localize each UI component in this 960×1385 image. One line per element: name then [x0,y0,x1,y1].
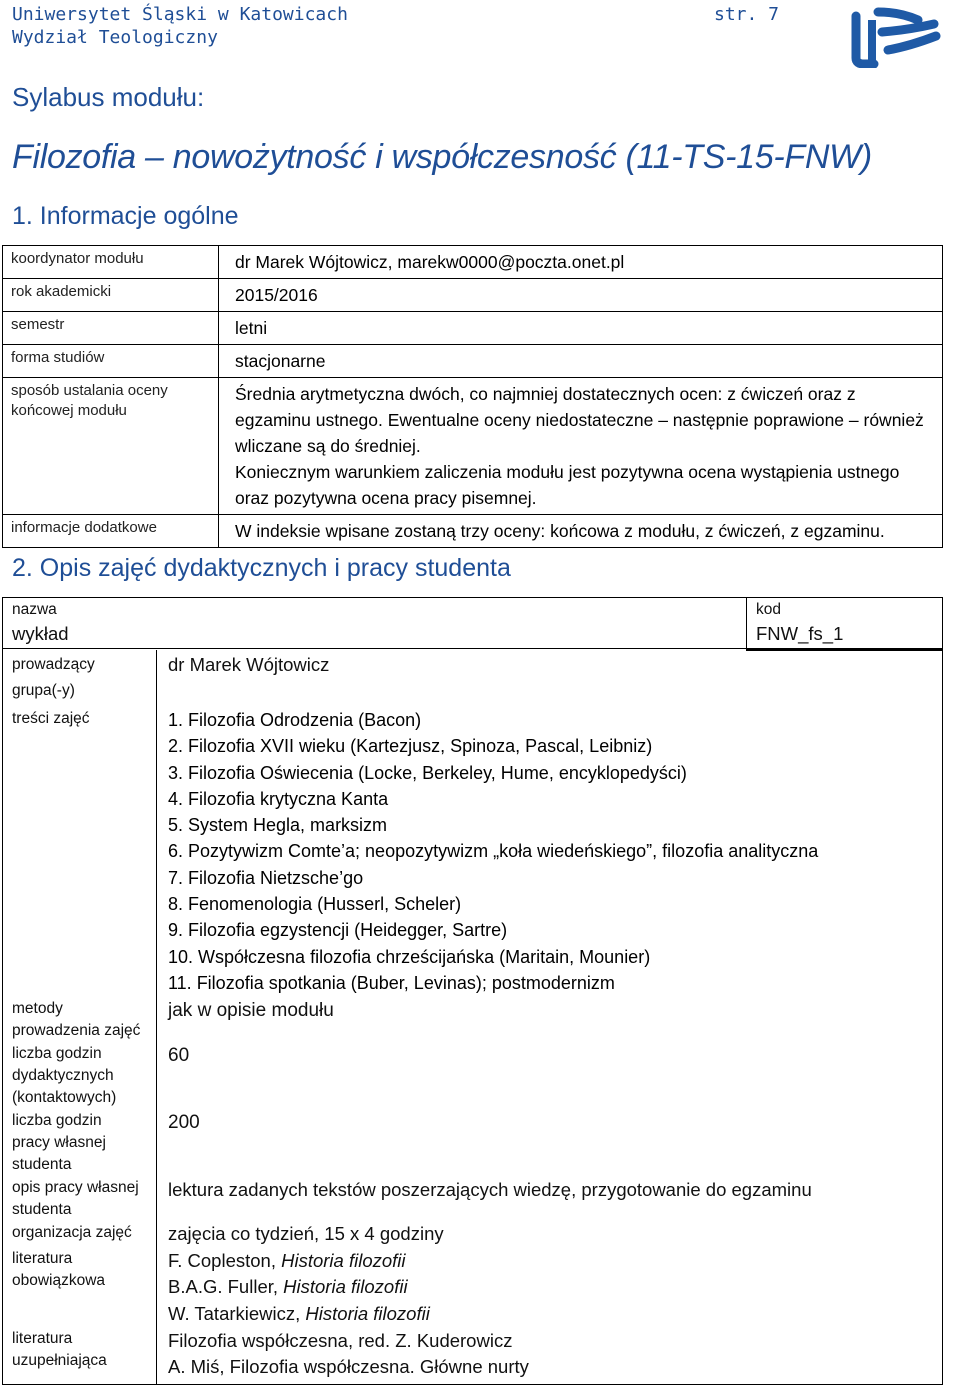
supplementary-literature-label: literatura uzupełniająca [12,1330,107,1369]
list-item: 2. Filozofia XVII wieku (Kartezjusz, Spinoza, Pascal, Leibniz) [168,736,653,757]
methods-value: jak w opisie modułu [168,1000,334,1021]
list-item: B.A.G. Fuller, Historia filozofii [168,1276,408,1298]
coordinator-value: dr Marek Wójtowicz, marekw0000@poczta.onet.pl [219,246,943,279]
section-general-heading: 1. Informacje ogólne [12,202,239,230]
instructor-value: dr Marek Wójtowicz [168,654,330,675]
page-number: str. 7 [714,4,780,25]
table-row [3,345,943,378]
required-literature-list [168,1248,430,1327]
required-literature-label: literatura obowiązkowa [12,1250,106,1289]
university-logo-icon [848,6,944,68]
semester-value: letni [219,312,943,345]
list-item: Filozofia współczesna, red. Z. Kuderowicz [168,1330,513,1351]
list-item: 9. Filozofia egzystencji (Heidegger, Sartre) [168,920,508,941]
row-label: informacje dodatkowe [3,515,219,548]
organization-label: organizacja zajęć [12,1224,132,1241]
row-label: semestr [3,312,219,345]
organization-value: zajęcia co tydzień, 15 x 4 godziny [168,1223,444,1244]
divider [746,648,942,651]
instructor-label: prowadzący [12,656,95,673]
group-label: grupa(-y) [12,682,75,699]
table-row [3,279,943,312]
divider [156,650,157,1384]
list-item: 3. Filozofia Oświecenia (Locke, Berkeley, Hume, encyklopedyści) [168,762,687,783]
content-label: treści zajęć [12,710,90,727]
row-label: rok akademicki [3,279,219,312]
list-item: F. Copleston, Historia filozofii [168,1250,406,1271]
supplementary-literature-list [168,1328,529,1381]
section-classes-heading: 2. Opis zajęć dydaktycznych i pracy studenta [12,554,511,582]
row-label: forma studiów [3,345,219,378]
name-label: nazwa [12,601,57,618]
class-code: FNW_fs_1 [756,623,844,644]
self-study-hours-value: 200 [168,1112,200,1133]
list-item: W. Tatarkiewicz, Historia filozofii [168,1302,430,1324]
table-row [3,246,943,279]
table-row [3,378,943,515]
contact-hours-label: liczba godzin dydaktycznych (kontaktowych) [12,1045,117,1106]
divider [2,648,746,649]
list-item: 5. System Hegla, marksizm [168,815,388,836]
additional-info-value: W indeksie wpisane zostaną trzy oceny: końcowa z modułu, z ćwiczeń, z egzaminu. [219,515,943,548]
list-item: 10. Współczesna filozofia chrześcijańska (Maritain, Mounier) [168,946,651,967]
grading-value: Średnia arytmetyczna dwóch, co najmniej dostatecznych ocen: z ćwiczeń oraz z egzaminu ustnego. Ewentualne oceny niedostateczne – następnie poprawione – również wliczane są do średniej. Koniecznym warunkiem zaliczenia modułu jest pozytywna ocena wystąpienia ustnego oraz pozytywna ocena pracy pisemnej. [219,378,943,515]
list-item: 7. Filozofia Nietzsche’go [168,867,364,888]
content-list [168,707,818,996]
list-item: 11. Filozofia spotkania (Buber, Levinas); postmodernizm [168,972,615,993]
list-item: A. Miś, Filozofia współczesna. Główne nurty [168,1356,529,1378]
self-study-hours-label: liczba godzin pracy własnej studenta [12,1112,106,1173]
list-item: 8. Fenomenologia (Husserl, Scheler) [168,894,462,915]
row-label: koordynator modułu [3,246,219,279]
list-item: 4. Filozofia krytyczna Kanta [168,788,389,809]
self-study-desc-label: opis pracy własnej studenta [12,1179,139,1218]
code-label: kod [756,601,781,618]
class-name: wykład [12,623,69,644]
contact-hours-value: 60 [168,1045,190,1066]
table-row [3,515,943,548]
row-label: sposób ustalania oceny końcowej modułu [3,378,219,515]
list-item: 1. Filozofia Odrodzenia (Bacon) [168,710,422,730]
academic-year-value: 2015/2016 [219,279,943,312]
study-form-value: stacjonarne [219,345,943,378]
list-item: 6. Pozytywizm Comte’a; neopozytywizm „koła wiedeńskiego”, filozofia analityczna [168,841,819,862]
syllabus-heading: Sylabus modułu: [12,82,205,112]
table-row [3,312,943,345]
faculty-name: Wydział Teologiczny [12,27,218,48]
self-study-desc-value: lektura zadanych tekstów poszerzających wiedzę, przygotowanie do egzaminu [168,1179,812,1200]
module-title: Filozofia – nowożytność i współczesność (11-TS-15-FNW) [12,138,872,176]
methods-label: metody prowadzenia zajęć [12,1000,141,1039]
general-info-table [2,245,943,548]
university-name: Uniwersytet Śląski w Katowicach [12,4,348,25]
